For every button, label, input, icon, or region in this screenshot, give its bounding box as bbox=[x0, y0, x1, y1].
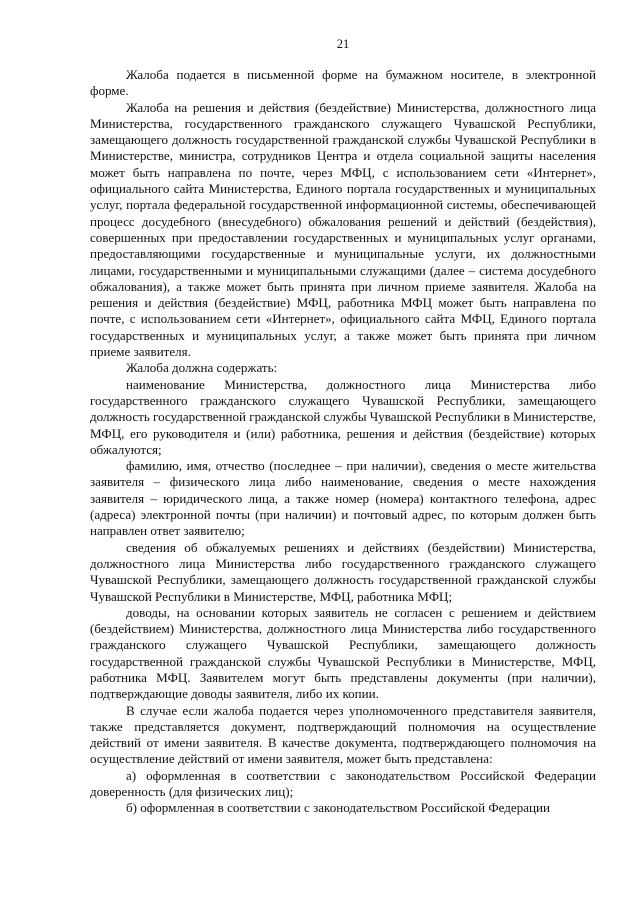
paragraph-complaint-form: Жалоба подается в письменной форме на бумажном носителе, в электронной форме. bbox=[90, 67, 596, 99]
paragraph-subitem-a: а) оформленная в соответствии с законодательством Российской Федерации доверенность (для физических лиц); bbox=[90, 767, 596, 800]
paragraph-item-applicant-details: фамилию, имя, отчество (последнее – при наличии), сведения о месте жительства заявителя – физического лица либо наименование, сведения о месте нахождения заявителя – юридического лица, а также номер (номера) контактного телефона, адрес (адреса) электронной почты (при наличии) и почтовый адрес, по которым должен быть направлен ответ заявителю; bbox=[90, 458, 596, 539]
paragraph-complaint-contents-intro: Жалоба должна содержать: bbox=[126, 360, 278, 376]
paragraph-item-arguments: доводы, на основании которых заявитель не согласен с решением и действием (бездействием) Министерства, должностного лица Министерства либо государственного гражданского служащего Чувашской Республики, замещающего должность государственной гражданской службы Чувашской Республики в Министерстве, МФЦ, работника МФЦ. Заявителем могут быть представлены документы (при наличии), подтверждающие доводы заявителя, либо их копии. bbox=[90, 604, 596, 702]
paragraph-complaint-channels: Жалоба на решения и действия (бездействие) Министерства, должностного лица Министерства, государственного гражданского служащего Чувашской Республики, замещающего должность государственной гражданской службы Чувашской Республики в Министерстве, министра, сотрудников Центра и отдела социальной защиты населения может быть направлена по почте, через МФЦ, с использованием сети «Интернет», официального сайта Министерства, Единого портала государственных и муниципальных услуг, портала федеральной государственной информационной системы, обеспечивающей процесс досудебного (внесудебного) обжалования решений и действий (бездействия), совершенных при предоставлении государственных и муниципальных услуг органами, предоставляющими государственные и муниципальные услуги, их должностными лицами, государственными и муниципальными служащими (далее – система досудебного обжалования), а также может быть принята при личном приеме заявителя. Жалоба на решения и действия (бездействие) МФЦ, работника МФЦ может быть направлена по почте, с использованием сети «Интернет», официального сайта МФЦ, Единого портала государственных и муниципальных услуг, а также может быть принята при личном приеме заявителя. bbox=[90, 99, 596, 360]
paragraph-item-appealed-decisions: сведения об обжалуемых решениях и действиях (бездействии) Министерства, должностного лица Министерства либо государственного гражданского служащего Чувашской Республики, замещающего должность государственной гражданской службы Чувашской Республики в Министерстве, МФЦ, работника МФЦ; bbox=[90, 539, 596, 604]
paragraph-subitem-b: б) оформленная в соответствии с законодательством Российской Федерации bbox=[126, 800, 550, 816]
paragraph-representative: В случае если жалоба подается через уполномоченного представителя заявителя, также представляется документ, подтверждающий полномочия на осуществление действий от имени заявителя. В качестве документа, подтверждающего полномочия на осуществление действий от имени заявителя, может быть представлена: bbox=[90, 702, 596, 767]
paragraph-item-name-of-body: наименование Министерства, должностного лица Министерства либо государственного гражданского служащего Чувашской Республики, замещающего должность государственной гражданской службы Чувашской Республики в Министерстве, МФЦ, его руководителя и (или) работника, решения и действия (бездействие) которых обжалуются; bbox=[90, 376, 596, 457]
document-body bbox=[90, 67, 596, 817]
page-number: 21 bbox=[336, 37, 350, 51]
